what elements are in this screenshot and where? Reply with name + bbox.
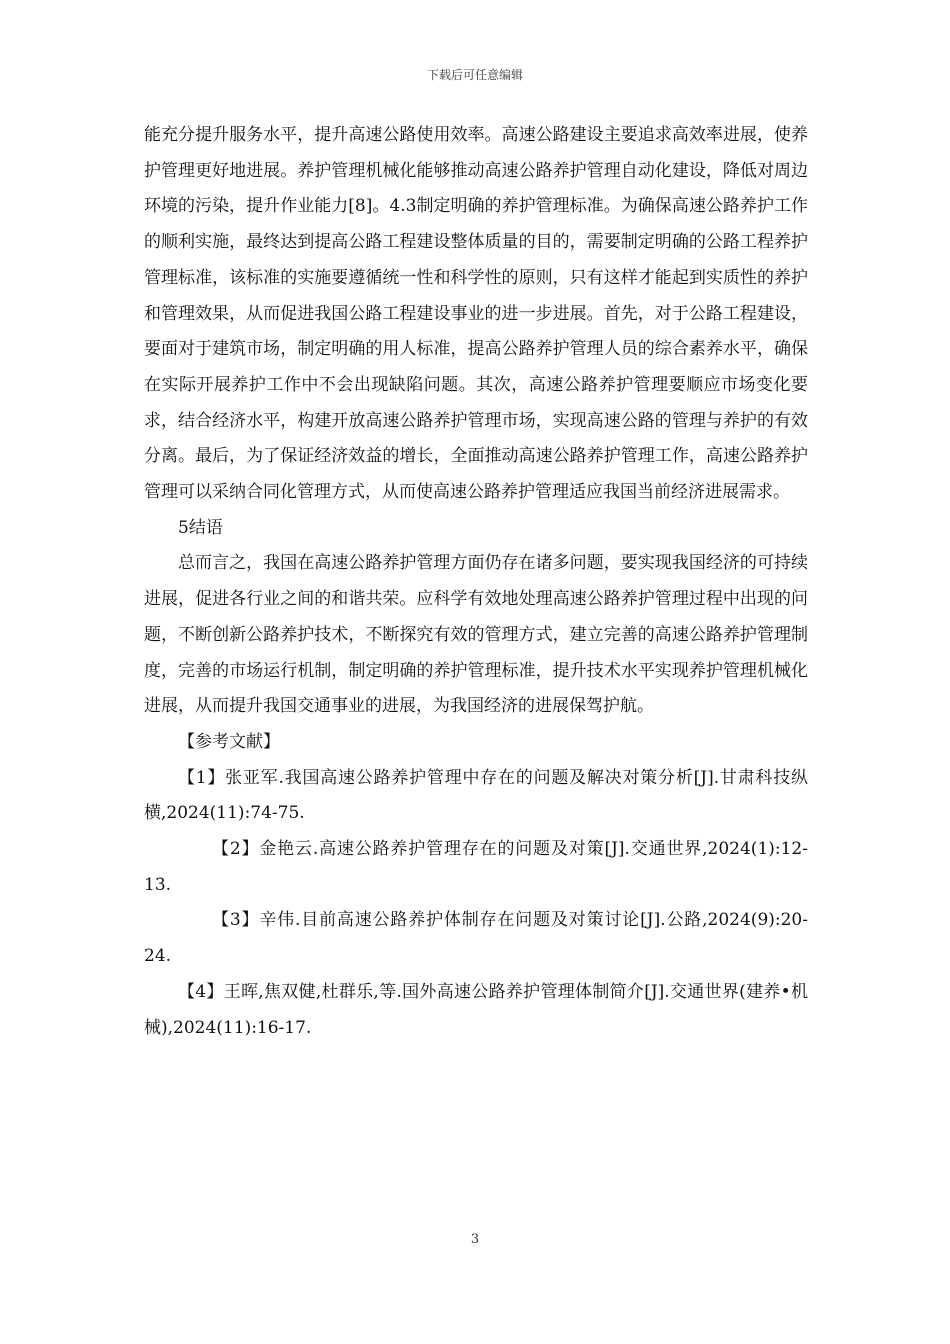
paragraph-conclusion: 总而言之，我国在高速公路养护管理方面仍存在诸多问题，要实现我国经济的可持续进展，促进各行业之间的和谐共荣。应科学有效地处理高速公路养护管理过程中出现的问题，不断创新公路养护技术，不断探究有效的管理方式，建立完善的高速公路养护管理制度，完善的市场运行机制，制定明确的养护管理标准，提升技术水平实现养护管理机械化进展，从而提升我国交通事业的进展，为我国经济的进展保驾护航。 [144,553,808,717]
references-title: 【参考文献】 [178,731,280,752]
reference-item-3: 【3】辛伟.目前高速公路养护体制存在问题及对策讨论[J].公路,2024(9):20-24. [144,910,808,967]
page-number: 3 [470,1232,480,1247]
page-header: 下载后可任意编辑 [426,68,523,82]
reference-item-2: 【2】金艳云.高速公路养护管理存在的问题及对策[J].交通世界,2024(1):12-13. [144,839,808,895]
reference-item-4: 【4】王晖,焦双健,杜群乐,等.国外高速公路养护管理体制简介[J].交通世界(建养•机械),2024(11):16-17. [144,981,808,1038]
document-body [144,118,808,1046]
section-title: 5结语 [178,517,223,538]
reference-item-1: 【1】张亚军.我国高速公路养护管理中存在的问题及解决对策分析[J].甘肃科技纵横,2024(11):74-75. [144,767,808,824]
paragraph-continuation: 能充分提升服务水平，提升高速公路使用效率。高速公路建设主要追求高效率进展，使养护管理更好地进展。养护管理机械化能够推动高速公路养护管理自动化建设，降低对周边环境的污染，提升作业能力[8]。4.3制定明确的养护管理标准。为确保高速公路养护工作的顺利实施，最终达到提高公路工程建设整体质量的目的，需要制定明确的公路工程养护管理标准，该标准的实施要遵循统一性和科学性的原则，只有这样才能起到实质性的养护和管理效果，从而促进我国公路工程建设事业的进一步进展。首先，对于公路工程建设，要面对于建筑市场，制定明确的用人标准，提高公路养护管理人员的综合素养水平，确保在实际开展养护工作中不会出现缺陷问题。其次，高速公路养护管理要顺应市场变化要求，结合经济水平，构建开放高速公路养护管理市场，实现高速公路的管理与养护的有效分离。最后，为了保证经济效益的增长，全面推动高速公路养护管理工作，高速公路养护管理可以采纳合同化管理方式，从而使高速公路养护管理适应我国当前经济进展需求。 [144,125,808,503]
